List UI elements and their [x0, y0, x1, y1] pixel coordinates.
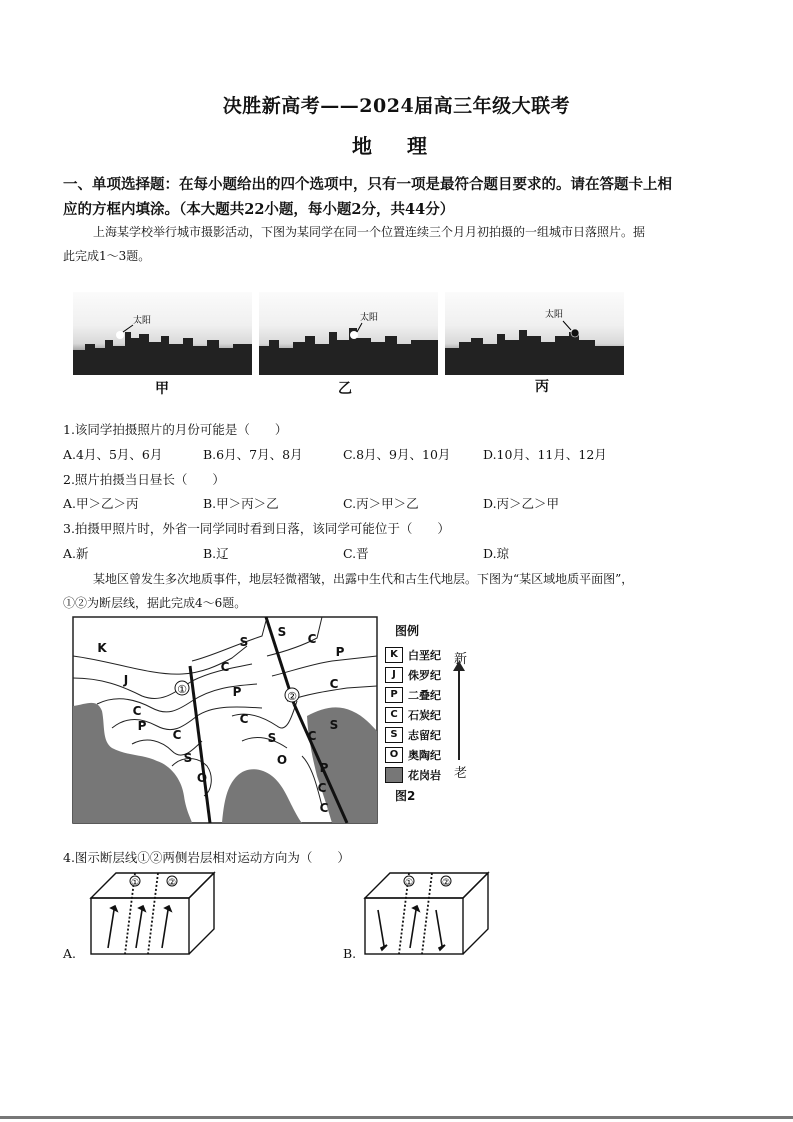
- legend-item-label: 二叠纪: [408, 689, 441, 702]
- stratum-letter: S: [329, 718, 339, 732]
- question-3-option-c: C.晋: [343, 546, 369, 561]
- section-heading-line1: 一、单项选择题：在每小题给出的四个选项中，只有一项是最符合题目要求的。请在答题卡上相: [63, 176, 672, 193]
- photo-yi: [259, 292, 438, 375]
- stratum-letter: S: [267, 731, 277, 745]
- legend-item-label: 侏罗纪: [408, 669, 441, 682]
- legend-item: [385, 725, 485, 745]
- legend-item: [385, 765, 485, 785]
- stratum-letter: S: [277, 625, 287, 639]
- legend-swatch: S: [385, 727, 403, 743]
- option-b-block-diagram: [360, 868, 490, 956]
- question-3-option-d: D.琼: [483, 546, 510, 561]
- sun-label-jia: 太阳: [133, 316, 152, 326]
- stratum-letter: C: [220, 660, 230, 674]
- legend-item-label: 白垩纪: [408, 649, 441, 662]
- stratum-letter: C: [132, 704, 142, 718]
- legend-new-label: 新: [454, 652, 468, 667]
- legend-item-label: 石炭纪: [408, 709, 441, 722]
- question-2-option-b: B.甲＞丙＞乙: [203, 496, 279, 511]
- photo-label-jia: 甲: [155, 381, 169, 397]
- exam-title: 决胜新高考——2024届高三年级大联考: [222, 95, 571, 117]
- svg-text:②: ②: [441, 878, 451, 888]
- stratum-letter: O: [276, 753, 288, 767]
- question-1-stem: 1.该同学拍摄照片的月份可能是（ ）: [63, 422, 288, 437]
- question-1-option-d: D.10月、11月、12月: [483, 447, 607, 462]
- legend-item-label: 奥陶纪: [408, 749, 441, 762]
- page-bottom-border: [0, 1116, 793, 1119]
- legend-old-label: 老: [454, 766, 468, 781]
- stratum-letter: P: [137, 719, 147, 733]
- stratum-letter: P: [335, 645, 345, 659]
- geologic-map: [72, 616, 378, 824]
- question-2-option-c: C.丙＞甲＞乙: [343, 496, 419, 511]
- stratum-letter: C: [307, 729, 317, 743]
- svg-text:①: ①: [404, 878, 414, 888]
- question-4-option-a-label: A.: [63, 946, 77, 961]
- fault-label-2: ②: [287, 690, 297, 703]
- question-1-option-b: B.6月、7月、8月: [203, 447, 303, 462]
- photo-bing: [445, 292, 624, 375]
- legend-swatch: [385, 767, 403, 783]
- legend-item-label: 花岗岩: [408, 769, 441, 782]
- stratum-letter: C: [317, 781, 327, 795]
- question-1-option-a: A.4月、5月、6月: [63, 447, 163, 462]
- intro1-line1: 上海某学校举行城市摄影活动，下图为某同学在同一个位置连续三个月月初拍摄的一组城市日落照片。据: [93, 225, 646, 239]
- question-3-option-a: A.新: [63, 546, 89, 561]
- question-2-option-a: A.甲＞乙＞丙: [63, 496, 139, 511]
- question-2-option-d: D.丙＞乙＞甲: [483, 496, 560, 511]
- sun-yi: [350, 331, 358, 339]
- legend-item: [385, 645, 485, 665]
- stratum-letter: K: [97, 641, 107, 655]
- sun-bing: [571, 329, 579, 337]
- intro2-line1: 某地区曾发生多次地质事件，地层轻微褶皱，出露中生代和古生代地层。下图为“某区域地质平面图”，: [93, 572, 634, 586]
- sun-jia: [116, 331, 124, 339]
- legend-item-label: 志留纪: [408, 729, 441, 742]
- question-4-stem: 4.图示断层线①②两侧岩层相对运动方向为（ ）: [63, 850, 350, 865]
- question-1-option-c: C.8月、9月、10月: [343, 447, 451, 462]
- legend-title: 图例: [395, 624, 420, 638]
- stratum-letter: C: [307, 632, 317, 646]
- legend-swatch: K: [385, 647, 403, 663]
- photo-label-yi: 乙: [338, 381, 352, 397]
- legend-item: [385, 685, 485, 705]
- stratum-letter: C: [239, 712, 249, 726]
- question-4-option-b-label: B.: [343, 946, 357, 961]
- legend-swatch: P: [385, 687, 403, 703]
- stratum-letter: S: [183, 751, 193, 765]
- question-3-stem: 3.拍摄甲照片时，外省一同学同时看到日落，该同学可能位于（ ）: [63, 521, 450, 536]
- photo-label-bing: 丙: [535, 379, 549, 395]
- subject-title: 地 理: [352, 134, 441, 158]
- svg-text:②: ②: [167, 878, 177, 888]
- legend-item: [385, 665, 485, 685]
- sun-label-yi: 太阳: [360, 313, 379, 323]
- intro2-line2: ①②为断层线，据此完成4～6题。: [63, 596, 247, 610]
- sun-label-bing: 太阳: [545, 310, 564, 320]
- legend-swatch: O: [385, 747, 403, 763]
- legend-swatch: C: [385, 707, 403, 723]
- stratum-letter: O: [196, 771, 208, 785]
- option-a-block-diagram: [86, 868, 216, 956]
- svg-text:①: ①: [130, 878, 140, 888]
- stratum-letter: C: [319, 801, 329, 815]
- stratum-letter: J: [123, 673, 129, 687]
- section-heading: [63, 172, 743, 222]
- stratum-letter: C: [329, 677, 339, 691]
- photo-jia: [73, 292, 252, 375]
- stratum-letter: S: [239, 635, 249, 649]
- legend-arrow-head: [453, 661, 465, 671]
- map-legend: [385, 622, 485, 822]
- stratum-letter: C: [172, 728, 182, 742]
- legend-swatch: J: [385, 667, 403, 683]
- question-3-option-b: B.辽: [203, 546, 229, 561]
- legend-item: [385, 705, 485, 725]
- legend-age-arrow: [458, 668, 460, 760]
- stratum-letter: P: [319, 761, 329, 775]
- question-2-stem: 2.照片拍摄当日昼长（ ）: [63, 472, 225, 487]
- figure-label: 图2: [395, 789, 416, 803]
- legend-item: [385, 745, 485, 765]
- fault-label-1: ①: [177, 683, 187, 696]
- stratum-letter: P: [232, 685, 242, 699]
- section-heading-line2: 应的方框内填涂。（本大题共22小题，每小题2分，共44分）: [63, 201, 455, 218]
- intro1-line2: 此完成1～3题。: [63, 249, 151, 263]
